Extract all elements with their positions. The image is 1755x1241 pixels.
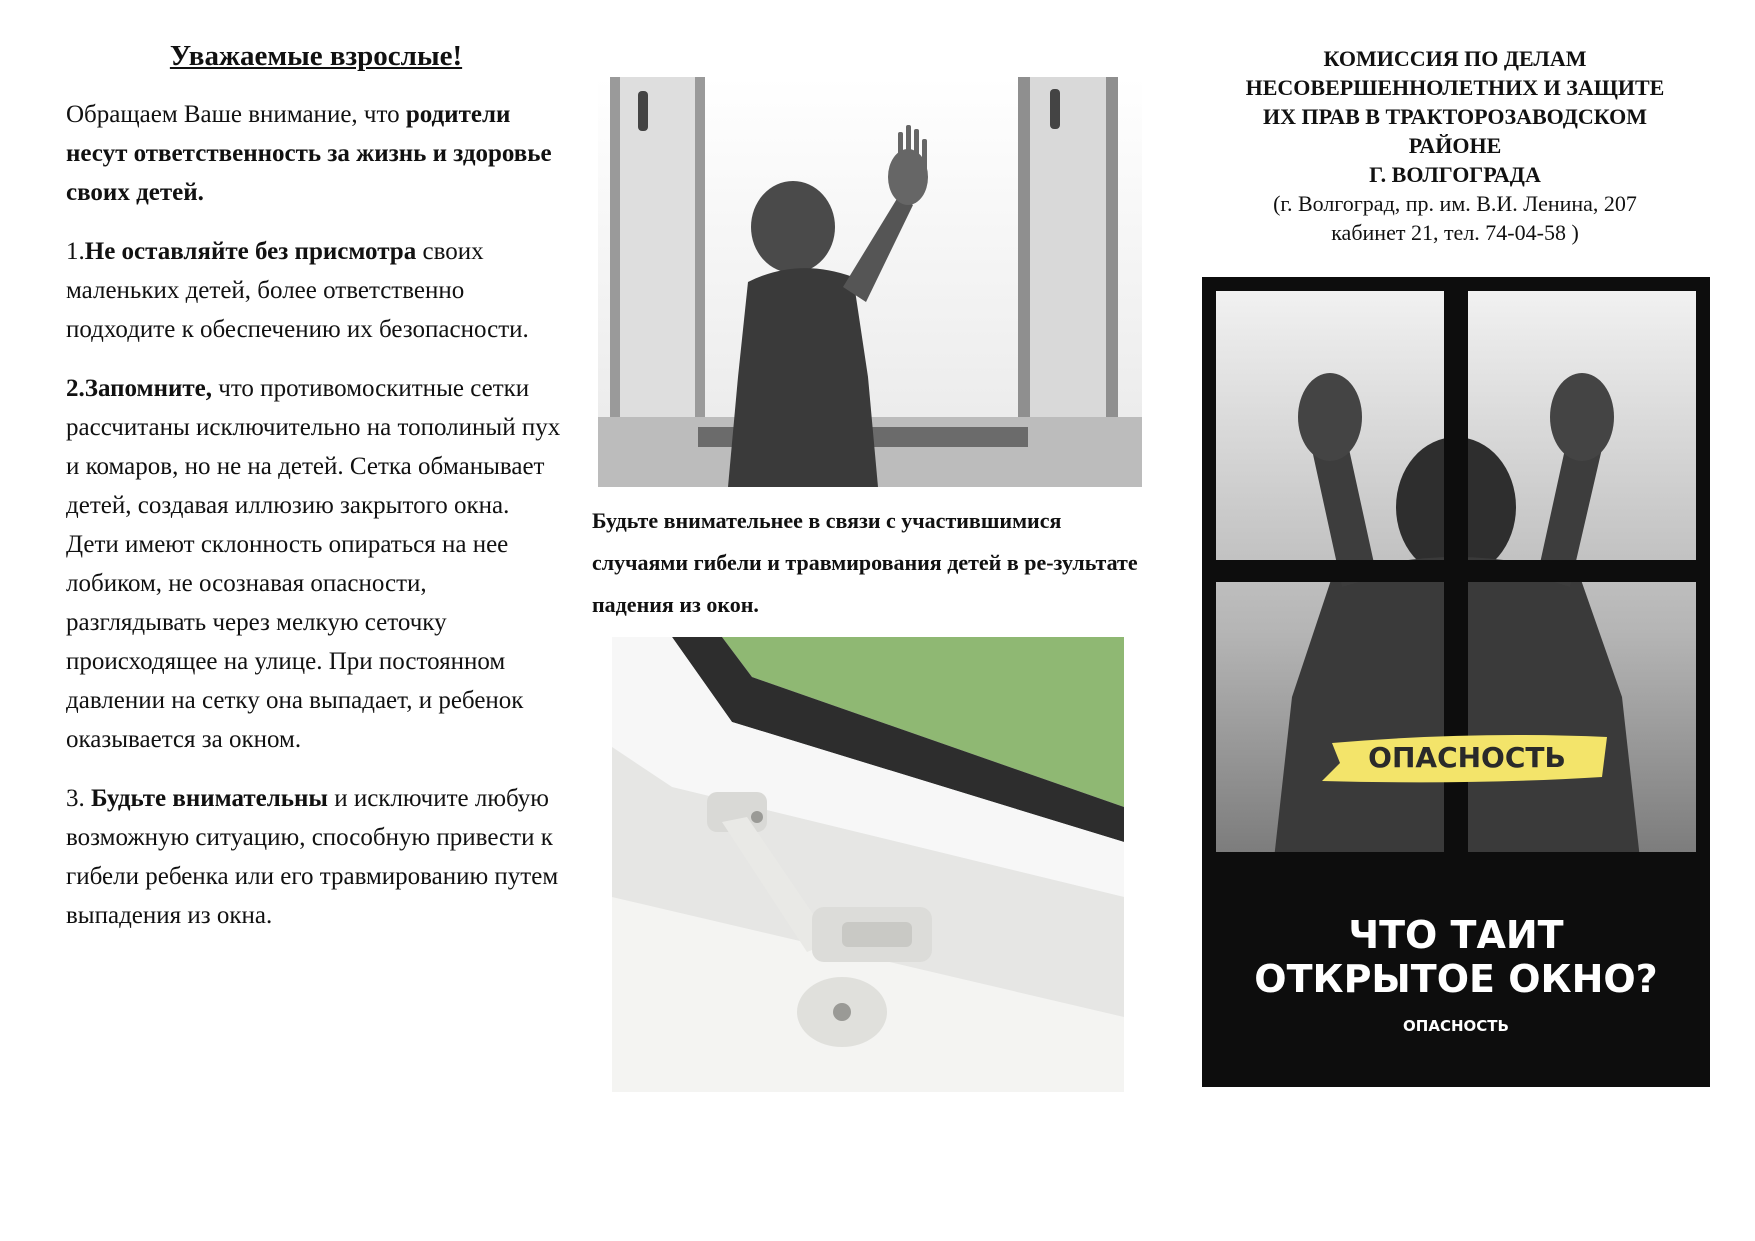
poster-title-line-1: ЧТО ТАИТ xyxy=(1348,913,1564,957)
poster-subtitle: ОПАСНОСТЬ xyxy=(1403,1017,1509,1035)
poster-title-line-2: ОТКРЫТОЕ ОКНО? xyxy=(1254,957,1658,1001)
warning-caption: Будьте внимательнее в связи с участившимися случаями гибели и травмирования детей в ре-зультате падения из окон. xyxy=(592,508,1138,617)
point-3 xyxy=(66,779,566,935)
address-line-1: (г. Волгоград, пр. им. В.И. Ленина, 207 xyxy=(1273,191,1637,216)
organization-name xyxy=(1200,44,1710,189)
danger-poster xyxy=(1202,277,1710,1087)
left-column xyxy=(66,40,566,955)
intro-bold-text: родители несут ответственность за жизнь и здоровье своих детей. xyxy=(66,101,552,206)
point-1-dot: . xyxy=(78,238,85,265)
point-1-bold: Не оставляйте без присмотра xyxy=(84,238,417,265)
org-line-4: РАЙОНЕ xyxy=(1408,133,1502,158)
org-line-5: Г. ВОЛГОГРАДА xyxy=(1369,162,1541,187)
point-2-bold: 2.Запомните, xyxy=(66,375,213,402)
point-3-number: 3 xyxy=(66,785,79,812)
point-2-text: что противомоскитные сетки рассчитаны исключительно на тополиный пух и комаров, но не на детей. Сетка обманывает детей, создавая иллюзию закрытого окна. Дети имеют склонность опираться на нее лобиком, не осознавая опасности, разглядывать через мелкую сеточку происходящее на улице. При постоянном давлении на сетку она выпадает, и ребенок оказывается за окном. xyxy=(66,375,561,753)
org-line-3: ИХ ПРАВ В ТРАКТОРОЗАВОДСКОМ xyxy=(1262,104,1648,129)
poster-title xyxy=(1202,913,1710,1001)
window-lock-illustration xyxy=(612,637,1124,1092)
point-1-text: своих маленьких детей, более ответственно подходите к обеспечению их безопасности. xyxy=(66,238,529,343)
intro-paragraph xyxy=(66,95,566,212)
right-column xyxy=(1200,44,1710,247)
point-3-bold: Будьте внимательны xyxy=(91,785,328,812)
danger-badge xyxy=(1322,729,1612,787)
child-at-window-illustration xyxy=(598,77,1142,487)
point-1 xyxy=(66,232,566,349)
point-2 xyxy=(66,369,566,759)
window-lock-photo xyxy=(612,637,1124,1092)
danger-badge-label: ОПАСНОСТЬ xyxy=(1368,741,1566,774)
page-heading: Уважаемые взрослые! xyxy=(169,40,463,72)
org-line-2: НЕСОВЕРШЕННОЛЕТНИХ И ЗАЩИТЕ xyxy=(1245,75,1665,100)
point-3-text: и исключите любую возможную ситуацию, способную привести к гибели ребенка или его травмированию путем выпадения из окна. xyxy=(66,785,559,929)
point-3-dot: . xyxy=(78,785,91,812)
child-behind-glass-illustration xyxy=(1202,277,1710,877)
child-at-window-photo xyxy=(598,77,1142,487)
intro-text: Обращаем Ваше внимание, что xyxy=(66,101,406,128)
organization-address xyxy=(1200,189,1710,247)
address-line-2: кабинет 21, тел. 74-04-58 ) xyxy=(1331,220,1579,245)
org-line-1: КОМИССИЯ ПО ДЕЛАМ xyxy=(1323,46,1587,71)
point-1-number: 1 xyxy=(66,238,79,265)
